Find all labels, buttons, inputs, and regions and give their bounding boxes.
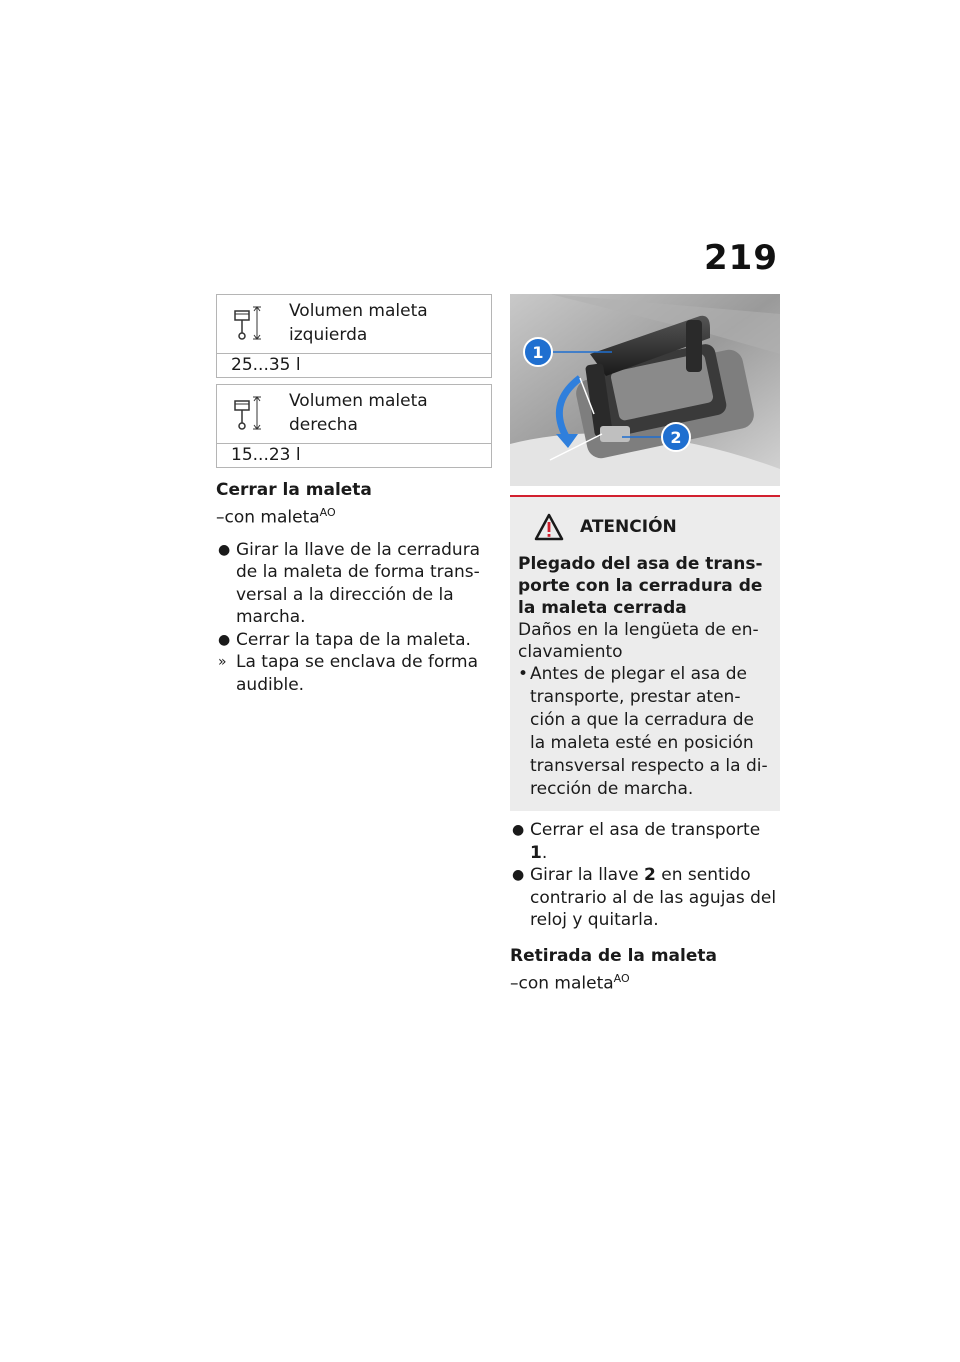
warning-list xyxy=(518,663,772,801)
spec-value: 25...35 l xyxy=(231,355,301,375)
callout-2: 2 xyxy=(670,428,682,447)
spec-value: 15...23 l xyxy=(231,445,301,465)
section-heading-close-case: Cerrar la maleta xyxy=(216,480,372,500)
piston-volume-icon xyxy=(231,305,265,345)
right-column xyxy=(510,294,780,994)
list-item: • Antes de plegar el asa de transporte, prestar aten-ción a que la cerradura de la maleta esté en posición transversal respecto a la di-rección de marcha. xyxy=(518,664,768,799)
piston-volume-icon xyxy=(231,395,265,435)
warning-text: Daños en la lengüeta de en-clavamiento xyxy=(518,620,759,662)
close-case-steps xyxy=(216,539,492,697)
close-handle-steps xyxy=(510,819,780,932)
callout-1: 1 xyxy=(532,343,544,362)
list-item: ● Cerrar el asa de transporte 1. xyxy=(512,820,761,863)
section-condition: –con maleta$^{AO}$ xyxy=(510,971,630,994)
warning-title: ATENCIÓN xyxy=(518,509,772,545)
list-item: ● Girar la llave de la cerradura de la maleta de forma trans-versal a la dirección de la marcha. xyxy=(218,539,481,628)
case-lock-photo xyxy=(510,294,780,486)
list-item: ● Cerrar la tapa de la maleta. xyxy=(218,629,471,650)
list-item: ● Girar la llave 2 en sentido contrario al de las agujas del reloj y quitarla. xyxy=(512,865,777,930)
warning-box xyxy=(510,497,780,811)
spec-label: Volumen maleta izquierda xyxy=(289,301,428,345)
spec-box-right-volume xyxy=(216,384,492,468)
spec-label: Volumen maleta derecha xyxy=(289,391,428,435)
warning-triangle-icon xyxy=(534,513,564,541)
warning-heading: Plegado del asa de trans-porte con la cerradura de la maleta cerrada xyxy=(518,554,763,618)
page-number: 219 xyxy=(704,238,778,278)
section-heading-remove-case: Retirada de la maleta xyxy=(510,945,717,966)
list-item: » La tapa se enclava de forma audible. xyxy=(218,652,479,695)
left-column xyxy=(216,294,492,696)
section-condition: –con maleta$^{AO}$ xyxy=(216,506,336,528)
spec-box-left-volume xyxy=(216,294,492,378)
